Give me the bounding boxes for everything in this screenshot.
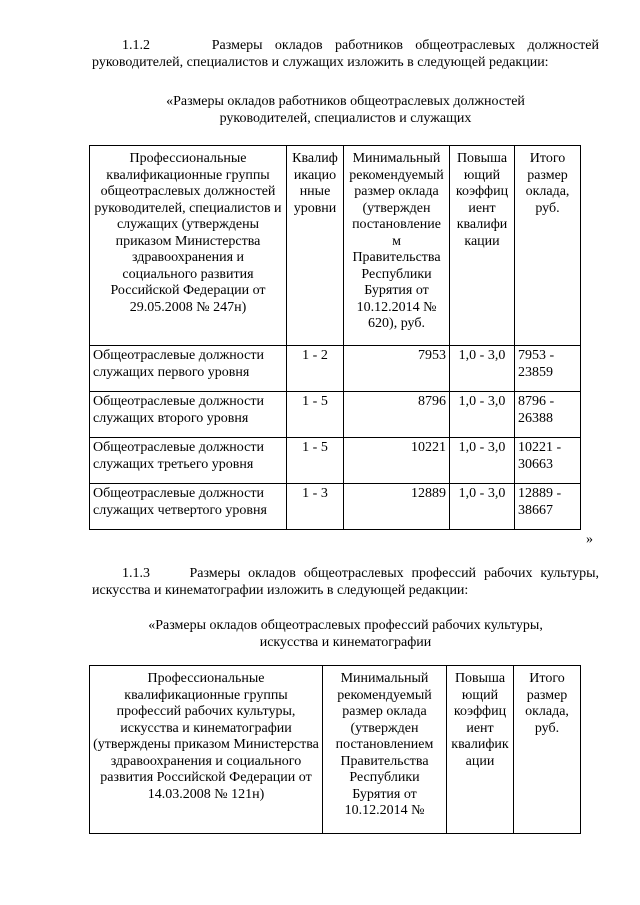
row-group: Общеотраслевые должности служащих первого уровня <box>90 346 287 392</box>
row-group: Общеотраслевые должности служащих второго уровня <box>90 392 287 438</box>
row-level: 1 - 5 <box>287 438 344 484</box>
header-min-salary: Минимальный рекомендуемый размер оклада (утвержден постановление м Правительства Республики Бурятия от 10.12.2014 № 620), руб. <box>344 146 450 346</box>
header-group: Профессиональные квалификационные группы общеотраслевых должностей руководителей, специалистов и служащих (утверждены приказом Министерства здравоохранения и социального развития Российской Федерации от 29.05.2008 № 247н) <box>90 146 287 346</box>
header-total: Итого размер оклада, руб. <box>515 146 581 346</box>
header-level: Квалиф икацио нные уровни <box>287 146 344 346</box>
row-total: 8796 - 26388 <box>515 392 581 438</box>
row-min-salary: 10221 <box>344 438 450 484</box>
section-text: Размеры окладов общеотраслевых профессий рабочих культуры, искусства и кинематографии изложить в следующей редакции: <box>92 566 599 598</box>
table-row <box>90 392 581 438</box>
table-title-2 <box>92 618 599 651</box>
row-min-salary: 7953 <box>344 346 450 392</box>
row-level: 1 - 5 <box>287 392 344 438</box>
table-row <box>90 484 581 530</box>
section-text: Размеры окладов работников общеотраслевых должностей руководителей, специалистов и служащих изложить в следующей редакции: <box>92 38 599 70</box>
salary-table-2 <box>89 665 581 834</box>
salary-table-1 <box>89 145 581 530</box>
closing-quote: » <box>586 532 593 547</box>
row-coefficient: 1,0 - 3,0 <box>450 346 515 392</box>
table-title-1-line1: «Размеры окладов работников общеотраслевых должностей <box>166 94 525 109</box>
row-group: Общеотраслевые должности служащих четвертого уровня <box>90 484 287 530</box>
table-title-2-line2: искусства и кинематографии <box>259 634 432 650</box>
header-group: Профессиональные квалификационные группы профессий рабочих культуры, искусства и кинематографии (утверждены приказом Министерства здравоохранения и социального развития Российской Федерации от 14.03.2008 № 121н) <box>90 666 323 834</box>
section-1-1-3-paragraph <box>92 566 599 599</box>
table-title-1-line2: руководителей, специалистов и служащих <box>219 110 472 126</box>
table-title-2-line1: «Размеры окладов общеотраслевых профессий рабочих культуры, <box>148 618 543 633</box>
section-1-1-2-paragraph <box>92 38 599 71</box>
row-level: 1 - 2 <box>287 346 344 392</box>
row-group: Общеотраслевые должности служащих третьего уровня <box>90 438 287 484</box>
header-coefficient: Повыша ющий коэффиц иент квалифик ации <box>447 666 514 834</box>
table-row <box>90 346 581 392</box>
row-coefficient: 1,0 - 3,0 <box>450 484 515 530</box>
row-total: 7953 - 23859 <box>515 346 581 392</box>
row-coefficient: 1,0 - 3,0 <box>450 438 515 484</box>
header-coefficient: Повыша ющий коэффиц иент квалифи кации <box>450 146 515 346</box>
table-row <box>90 438 581 484</box>
header-total: Итого размер оклада, руб. <box>514 666 581 834</box>
section-number: 1.1.2 <box>122 38 150 53</box>
row-total: 10221 - 30663 <box>515 438 581 484</box>
table-header-row <box>90 146 581 346</box>
row-min-salary: 12889 <box>344 484 450 530</box>
section-number: 1.1.3 <box>122 566 150 581</box>
row-total: 12889 - 38667 <box>515 484 581 530</box>
table-title-1 <box>92 94 599 127</box>
row-min-salary: 8796 <box>344 392 450 438</box>
row-level: 1 - 3 <box>287 484 344 530</box>
table-header-row <box>90 666 581 834</box>
header-min-salary: Минимальный рекомендуемый размер оклада (утвержден постановлением Правительства Республики Бурятия от 10.12.2014 № <box>323 666 447 834</box>
row-coefficient: 1,0 - 3,0 <box>450 392 515 438</box>
